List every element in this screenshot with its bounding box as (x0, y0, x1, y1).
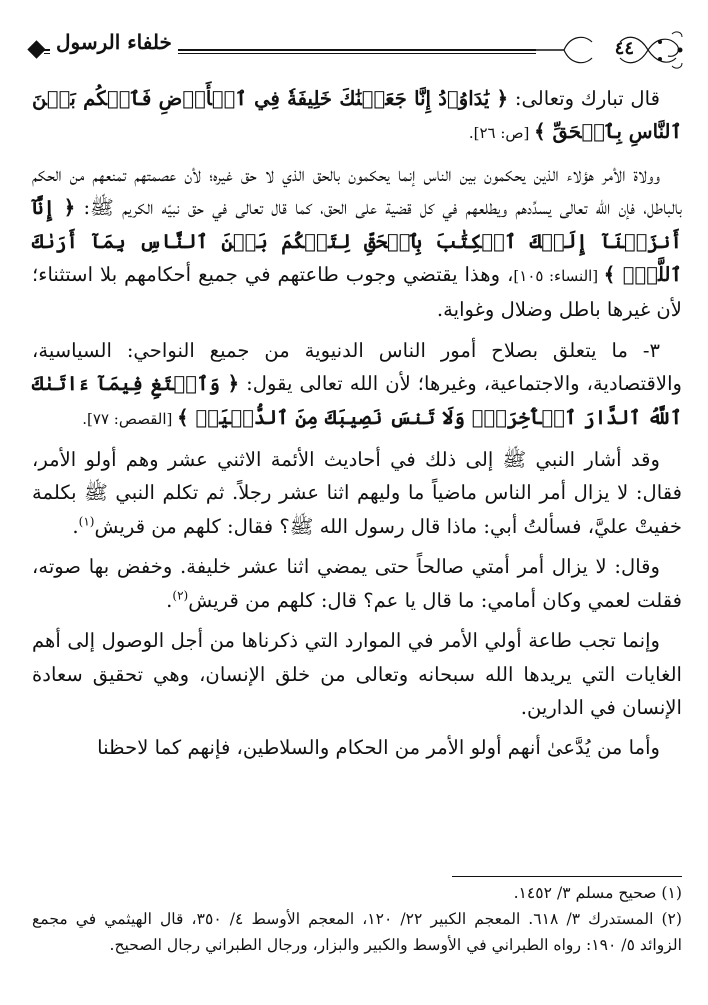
paragraph (32, 550, 682, 617)
period: . (72, 514, 79, 538)
paragraph-text: وقال: لا يزال أمر أمتي صالحاً حتى يمضي اثنا عشر خليفة. وخفض بها صوته، فقلت لعمي وكان أمامي: ما قال يا عم؟ قال: كلهم من قريش (32, 555, 682, 612)
paragraph (32, 158, 682, 327)
running-title: خلفاء الرسول (50, 30, 178, 54)
paragraph-text: وإنما تجب طاعة أولي الأمر في الموارد التي ذكرناها من أجل الوصول إلى أهم الغايات التي يريدها الله سبحانه وتعالى من خلق الإنسان، وهي تحقيق سعادة الإنسان في الدارين. (32, 629, 682, 719)
verse-reference: [ص: ٢٦]. (468, 124, 535, 143)
floral-ornament-icon (536, 28, 686, 74)
paragraph-text: قال تبارك وتعالى: (508, 87, 660, 110)
period: . (166, 588, 173, 612)
footnote: (٢) المستدرك ٣/ ٦١٨. المعجم الكبير ٢٢/ ١٢٠، المعجم الأوسط ٤/ ٣٥٠، قال الهيثمي في مجمع الزوائد ٥/ ١٩٠: رواه الطبراني في الأوسط والكبير والبزار، ورجال الطبراني رجال الصحيح. (32, 910, 683, 954)
footnotes (32, 880, 682, 958)
diamond-ornament-icon (27, 40, 45, 58)
paragraph (32, 82, 682, 151)
paragraph-text: وولاة الأمر هؤلاء الذين يحكمون بين الناس إنما يحكمون بالحق الذي لا حق غيره؛ لأن عصمتهم تمنعهم من الحكم بالباطل، فإن الله تعالى يسدِّدهم ويطلعهم في كل قضية على الحق، كما قال تعالى في حق نبيّه الكريم ﷺ: (32, 162, 682, 220)
footnote-separator (452, 876, 682, 877)
verse-reference: [القصص: ٧٧]. (82, 409, 178, 428)
verse-reference: [النساء: ١٠٥] (513, 267, 604, 286)
paragraph (32, 443, 682, 543)
quran-verse: ﴿ إِنَّآ أَنزَلۡنَآ إِلَيۡكَ ٱلۡكِتَٰبَ بِٱلۡحَقِّ لِتَحۡكُمَ بَيۡنَ ٱلنَّاسِ بِمَآ أَرَىٰكَ ٱللَّهُۚ ﴾ (32, 196, 682, 287)
main-text (32, 82, 682, 772)
page-header (30, 28, 686, 78)
page-number: ٤٤ (614, 38, 634, 59)
quran-verse: ﴿ وَٱبۡتَغِ فِيمَآ ءَاتَىٰكَ ٱللَّهُ ٱلدَّارَ ٱلۡأٓخِرَةَۖ وَلَا تَنسَ نَصِيبَكَ مِنَ ٱلدُّنۡيَاۖ ﴾ (32, 372, 682, 429)
paragraph (32, 624, 682, 724)
quran-verse: ﴿ يَٰدَاوُۥدُ إِنَّا جَعَلۡنَٰكَ خَلِيفَةٗ فِي ٱلۡأَرۡضِ فَٱحۡكُم بَيۡنَ ٱلنَّاسِ بِٱلۡحَقِّ ﴾ (32, 87, 682, 144)
footnote-marker: (٢) (172, 588, 189, 603)
paragraph-text-tail: ، وهذا يقتضي وجوب طاعتهم في جميع أحكامهم بلا استثناء؛ لأن غيرها باطل وضلال وغواية. (32, 263, 682, 322)
paragraph (32, 731, 682, 764)
paragraph-text: وقد أشار النبي ﷺ إلى ذلك في أحاديث الأئمة الاثني عشر وهم أولو الأمر، فقال: لا يزال أمر الناس ماضياً ما وليهم اثنا عشر رجلاً. ثم تكلم النبي ﷺ بكلمة خفيتْ عليَّ، فسألتُ أبي: ماذا قال رسول الله ﷺ؟ فقال: كلهم من قريش (32, 448, 682, 538)
paragraph (32, 334, 682, 436)
paragraph-text: ٣- ما يتعلق بصلاح أمور الناس الدنيوية من جميع النواحي: السياسية، والاقتصادية، والاجتماعية، وغيرها؛ لأن الله تعالى يقول: (32, 338, 682, 396)
footnote-marker: (١) (78, 514, 95, 529)
footnote: (١) صحيح مسلم ٣/ ١٤٥٢. (513, 884, 682, 902)
paragraph-text: وأما من يُدَّعىٰ أنهم أولو الأمر من الحكام والسلاطين، فإنهم كما لاحظنا (97, 736, 660, 760)
